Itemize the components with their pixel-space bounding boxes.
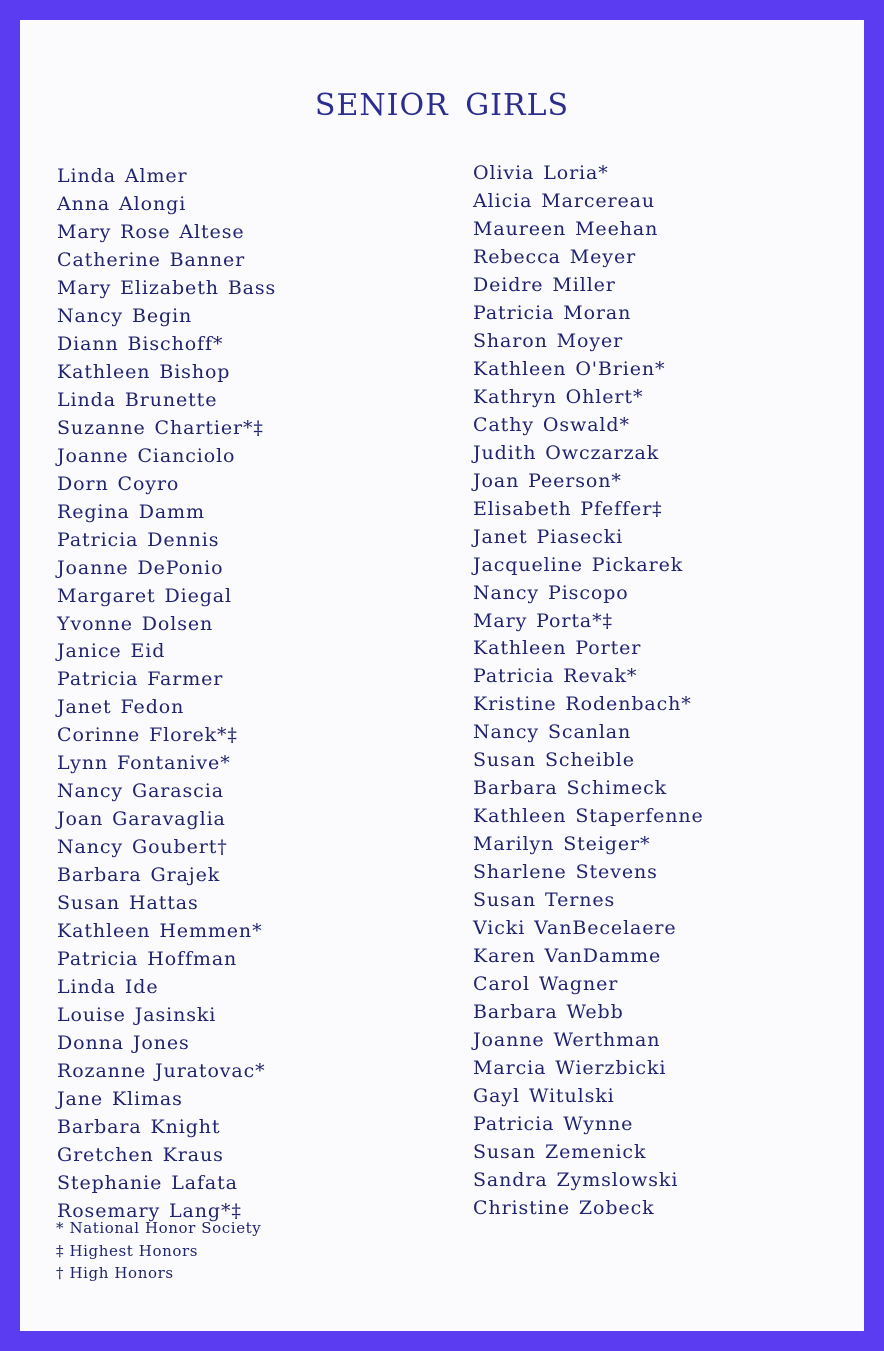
student-name: Mary Rose Altese bbox=[57, 220, 245, 243]
student-name: Barbara Webb bbox=[473, 1001, 624, 1024]
student-name: Gayl Witulski bbox=[473, 1084, 615, 1107]
student-name: Barbara Schimeck bbox=[473, 777, 668, 800]
student-name: Gretchen Kraus bbox=[57, 1143, 224, 1166]
student-name: Janet Fedon bbox=[57, 696, 185, 719]
student-name: Patricia Moran bbox=[473, 301, 632, 324]
student-name: Joanne DePonio bbox=[57, 556, 224, 579]
student-name: Jacqueline Pickarek bbox=[473, 553, 684, 576]
student-name: Mary Porta*‡ bbox=[473, 609, 613, 632]
student-name: Deidre Miller bbox=[473, 273, 616, 296]
student-name: Nancy Piscopo bbox=[473, 581, 629, 604]
student-name: Karen VanDamme bbox=[473, 945, 662, 968]
student-name: Elisabeth Pfeffer‡ bbox=[473, 497, 663, 520]
left-name-column bbox=[57, 163, 276, 1226]
student-name: Dorn Coyro bbox=[57, 472, 180, 495]
student-name: Kathleen Staperfenne bbox=[473, 805, 704, 828]
student-name: Sharlene Stevens bbox=[473, 861, 658, 884]
student-name: Patricia Wynne bbox=[473, 1112, 634, 1135]
student-name: Linda Ide bbox=[57, 976, 159, 999]
student-name: Sharon Moyer bbox=[473, 329, 624, 352]
student-name: Stephanie Lafata bbox=[57, 1171, 238, 1194]
student-name: Marilyn Steiger* bbox=[473, 833, 651, 856]
honors-legend bbox=[56, 1217, 261, 1285]
student-name: Nancy Scanlan bbox=[473, 721, 632, 744]
student-name: Alicia Marcereau bbox=[473, 189, 656, 212]
student-name: Patricia Dennis bbox=[57, 528, 220, 551]
student-name: Mary Elizabeth Bass bbox=[57, 276, 277, 299]
student-name: Nancy Goubert† bbox=[57, 836, 228, 859]
student-name: Anna Alongi bbox=[57, 192, 187, 215]
student-name: Joan Peerson* bbox=[473, 469, 622, 492]
student-name: Susan Scheible bbox=[473, 749, 635, 772]
student-name: Sandra Zymslowski bbox=[473, 1168, 679, 1191]
student-name: Cathy Oswald* bbox=[473, 413, 630, 436]
student-name: Joanne Cianciolo bbox=[57, 444, 236, 467]
student-name: Jane Klimas bbox=[57, 1087, 183, 1110]
student-name: Joanne Werthman bbox=[473, 1029, 661, 1052]
student-name: Rebecca Meyer bbox=[473, 245, 637, 268]
student-name: Donna Jones bbox=[57, 1032, 190, 1055]
student-name: Margaret Diegal bbox=[57, 584, 232, 607]
page-title: SENIOR GIRLS bbox=[314, 88, 570, 123]
student-name: Catherine Banner bbox=[57, 248, 246, 271]
student-name: Barbara Knight bbox=[57, 1115, 221, 1138]
student-name: Judith Owczarzak bbox=[473, 441, 660, 464]
student-name: Janice Eid bbox=[57, 640, 166, 663]
student-name: Christine Zobeck bbox=[473, 1196, 655, 1219]
student-name: Joan Garavaglia bbox=[57, 808, 226, 831]
student-name: Rosemary Lang*‡ bbox=[57, 1199, 242, 1222]
legend-entry: † High Honors bbox=[56, 1264, 174, 1282]
student-name: Linda Brunette bbox=[57, 388, 218, 411]
student-name: Kathleen Bishop bbox=[57, 360, 231, 383]
legend-entry: * National Honor Society bbox=[56, 1219, 262, 1237]
student-name: Nancy Begin bbox=[57, 304, 193, 327]
right-name-column bbox=[473, 160, 704, 1223]
student-name: Patricia Farmer bbox=[57, 668, 224, 691]
student-name: Patricia Hoffman bbox=[57, 948, 238, 971]
student-name: Kathleen Hemmen* bbox=[57, 920, 263, 943]
student-name: Janet Piasecki bbox=[473, 525, 624, 548]
legend-entry: ‡ Highest Honors bbox=[56, 1241, 199, 1260]
roster-page bbox=[20, 20, 864, 1331]
student-name: Louise Jasinski bbox=[57, 1004, 217, 1027]
student-name: Yvonne Dolsen bbox=[57, 612, 214, 635]
student-name: Kathleen Porter bbox=[473, 637, 642, 660]
student-name: Kathryn Ohlert* bbox=[473, 385, 644, 408]
student-name: Vicki VanBecelaere bbox=[473, 917, 677, 940]
student-name: Suzanne Chartier*‡ bbox=[57, 416, 264, 439]
student-name: Lynn Fontanive* bbox=[57, 752, 231, 775]
student-name: Nancy Garascia bbox=[57, 780, 224, 803]
student-name: Olivia Loria* bbox=[473, 162, 609, 184]
student-name: Maureen Meehan bbox=[473, 217, 659, 240]
student-name: Patricia Revak* bbox=[473, 665, 638, 688]
student-name: Kristine Rodenbach* bbox=[473, 693, 692, 716]
student-name: Regina Damm bbox=[57, 500, 205, 523]
student-name: Susan Zemenick bbox=[473, 1140, 647, 1163]
student-name: Marcia Wierzbicki bbox=[473, 1057, 667, 1079]
student-name: Susan Hattas bbox=[57, 892, 199, 915]
student-name: Linda Almer bbox=[57, 165, 188, 187]
student-name: Diann Bischoff* bbox=[57, 332, 224, 355]
student-name: Corinne Florek*‡ bbox=[57, 724, 238, 747]
student-name: Carol Wagner bbox=[473, 973, 619, 996]
student-name: Barbara Grajek bbox=[57, 864, 221, 887]
student-name: Rozanne Juratovac* bbox=[57, 1060, 266, 1082]
student-name: Susan Ternes bbox=[473, 889, 616, 912]
student-name: Kathleen O'Brien* bbox=[473, 357, 666, 380]
